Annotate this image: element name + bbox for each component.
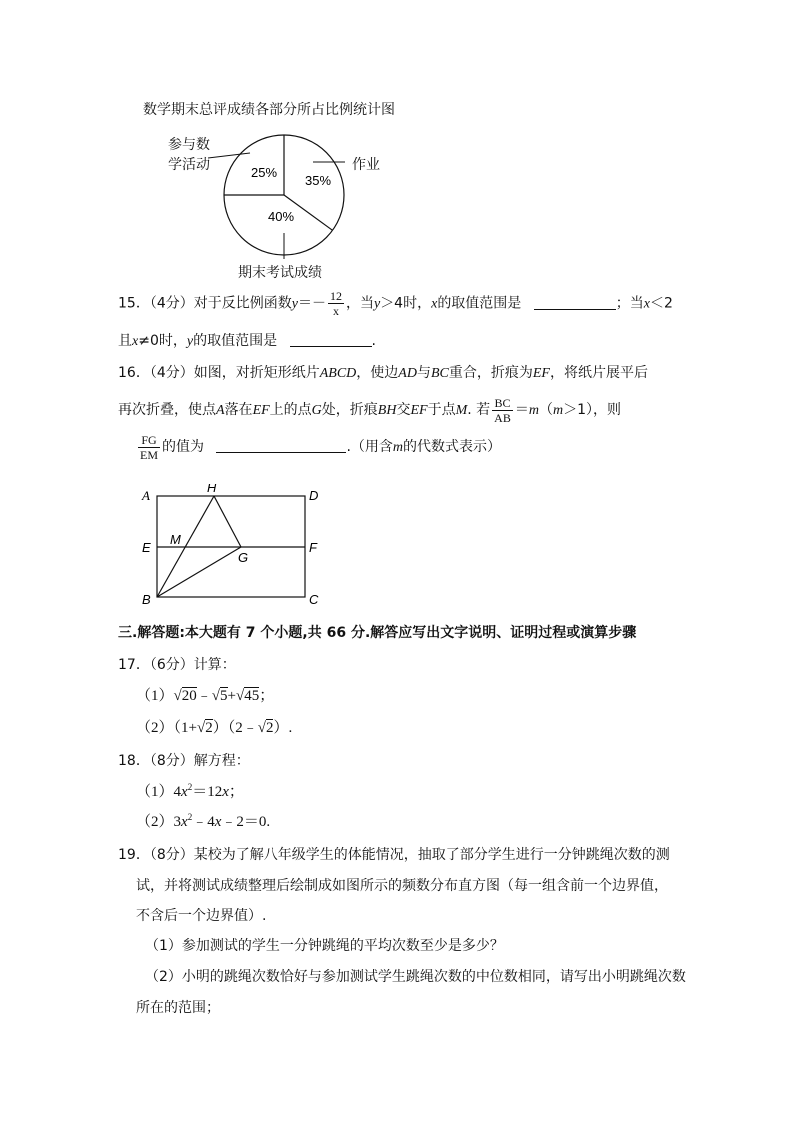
question-18-part1 [136,780,244,801]
point-m-label: M [170,532,181,547]
q16-text-2d: 处，折痕 [321,402,378,418]
q16-pg: G [311,403,322,418]
slice-label-homework: 35% [305,173,332,188]
sqrt-2-a: √2 [196,720,213,736]
q16-frac1-num: BC [492,396,513,411]
radicand-2b: 2 [265,720,274,736]
q15-var-y2: y [373,296,381,312]
q15-frac-num: 12 [329,289,342,303]
q16-m2: m [552,403,564,418]
q15-semicolon: ；当 [615,295,644,312]
q16-pa: A [216,403,225,418]
slice-label-exam: 40% [268,209,295,224]
question-15-line2 [118,330,376,353]
q15-line2-cond: ≠0时， [138,333,187,349]
point-b-label: B [142,592,151,607]
q16-text-2f: 于点 [427,402,456,418]
q17-p2-end: ）. [273,720,293,736]
q15-cond1: ＞4时， [380,295,432,312]
q17-p1-minus: ﹣ [196,688,212,704]
point-d-label: D [309,488,319,503]
q15-var-x2: x [643,296,650,312]
q16-answer-blank[interactable] [216,438,346,453]
sqrt-5: √5 [211,688,228,704]
q16-text-2c: 上的点 [269,402,312,418]
q15-fraction [328,289,344,318]
q15-line2-x: x [132,334,139,349]
question-19-line2: 试，并将测试成绩整理后绘制成如图所示的频数分布直方图（每一组含前一个边界值， [136,878,668,894]
q15-answer-blank-2[interactable] [290,332,372,347]
radicand-2a: 2 [205,720,213,736]
q15-var-x: x [431,296,438,312]
q15-line2-prefix: 且 [118,333,132,349]
q16-text-2g: . 若 [467,402,491,418]
q18-p2-exp: 2 [187,812,193,822]
question-16-line1 [118,362,648,385]
q16-figure [135,484,335,609]
section-3-heading: 三.解答题:本大题有 7 个小题,共 66 分.解答应写出文字说明、证明过程或演算步骤 [118,625,637,641]
q16-text-1c: 重合，折痕为 [448,365,533,381]
q17-p2-label: （2）（1+ [136,720,197,736]
q15-text: 15．（4分）对于反比例函数 [118,295,292,312]
q16-bc: BC [430,366,449,381]
q16-m3: m [392,440,404,455]
q18-p2-label: （2）3 [136,814,182,830]
q15-period: . [371,333,376,349]
q15-var-y: y [291,296,298,312]
q16-fraction-fg-em [138,433,160,462]
point-f-label: F [309,540,317,555]
question-18-stem: 18．（8分）解方程： [118,753,250,769]
q16-text-3a: 的值为 [162,439,204,455]
q15-eq: ＝－ [297,295,326,312]
q17-p1-label: （1） [136,688,174,704]
question-16-line3 [136,430,501,465]
q16-frac1-den: AB [494,410,511,425]
point-a-label: A [142,488,150,503]
radicand-45: 45 [244,688,260,704]
pie-chart-title: 数学期末总评成绩各部分所占比例统计图 [143,102,395,118]
point-h-label: H [207,484,217,495]
q15-cond2: ＜2 [649,295,673,312]
q16-ef3: EF [410,403,428,418]
q16-text-1d: ，将纸片展平后 [549,365,648,381]
q16-text-2a: 再次折叠，使点 [118,402,216,418]
point-c-label: C [309,592,319,607]
q16-text-2e: 交 [396,402,411,418]
q18-p1-x: x [181,784,188,800]
q16-frac2-den: EM [140,447,158,462]
sqrt-20: √20 [173,688,197,704]
q16-yu: 与 [416,365,431,381]
q15-line2-y: y [186,334,194,349]
question-17-stem: 17．（6分）计算： [118,657,236,673]
q18-p1-x2: x [222,784,229,800]
q16-ef2: EF [252,403,270,418]
q16-ad: AD [398,366,417,381]
q16-text-2j: ＞1），则 [563,402,621,418]
q16-text-2h: ＝ [514,402,529,418]
sqrt-45: √45 [235,688,260,704]
q17-p2-mid: ）（2﹣ [212,720,258,736]
q17-p1-plus: + [227,688,236,704]
question-19-part2-line1: （2）小明的跳绳次数恰好与参加测试学生跳绳次数的中位数相同，请写出小明跳绳次数 [145,969,686,985]
q16-fraction-bc-ab [492,396,513,425]
q15-answer-blank-1[interactable] [534,295,616,310]
q16-abcd: ABCD [319,366,357,381]
q18-p1-exp: 2 [187,782,193,792]
radicand-5: 5 [220,688,228,704]
q16-ef: EF [532,366,550,381]
q15-text-mid: ，当 [345,295,374,312]
radicand-20: 20 [181,688,197,704]
q16-text-3c: 的代数式表示） [403,439,502,455]
question-19-line3: 不含后一个边界值）. [136,908,267,924]
q16-text-1b: ，使边 [356,365,399,381]
question-15-line1 [118,289,673,318]
q17-p1-end: ； [259,688,275,704]
q18-p2-end: ﹣2＝0. [221,814,271,830]
label-exam: 期末考试成绩 [238,265,322,281]
q16-m1: m [528,403,539,418]
q18-p2-mid: ﹣4 [192,814,215,830]
segment-bg [157,547,241,597]
point-e-label: E [142,540,151,555]
q16-text-2i: （ [538,402,553,418]
question-19-line1: 19．（8分）某校为了解八年级学生的体能情况，抽取了部分学生进行一分钟跳绳次数的测 [118,847,670,863]
q15-frac-den: x [332,304,339,318]
sqrt-2-b: √2 [257,720,274,736]
q15-line2-suffix: 的取值范围是 [193,333,278,349]
q16-text-1: 16．（4分）如图，对折矩形纸片 [118,365,320,381]
segment-hg [214,496,241,547]
q18-p1-eq: ＝12 [192,784,223,800]
q16-text-3b: .（用含 [346,439,393,455]
q15-suffix: 的取值范围是 [437,295,522,312]
question-19-part2-line2: 所在的范围； [136,1000,220,1016]
label-activity-line1: 参与数 [168,137,210,153]
question-19-part1: （1）参加测试的学生一分钟跳绳的平均次数至少是多少？ [145,938,504,954]
slice-label-activity: 25% [251,165,278,180]
label-activity-line2: 学活动 [168,157,210,173]
q16-pm: M [455,403,468,418]
point-g-label: G [238,550,249,565]
question-16-line2 [118,393,621,428]
label-homework: 作业 [352,157,380,173]
question-17-part2 [136,716,292,737]
q16-frac2-num: FG [138,433,160,448]
q18-p1-label: （1）4 [136,784,182,800]
question-17-part1 [136,684,274,705]
q18-p2-x: x [181,814,188,830]
q16-bh: BH [377,403,397,418]
question-18-part2 [136,810,270,831]
q16-text-2b: 落在 [224,402,253,418]
q18-p2-x2: x [214,814,222,830]
q18-p1-end: ； [228,784,244,800]
